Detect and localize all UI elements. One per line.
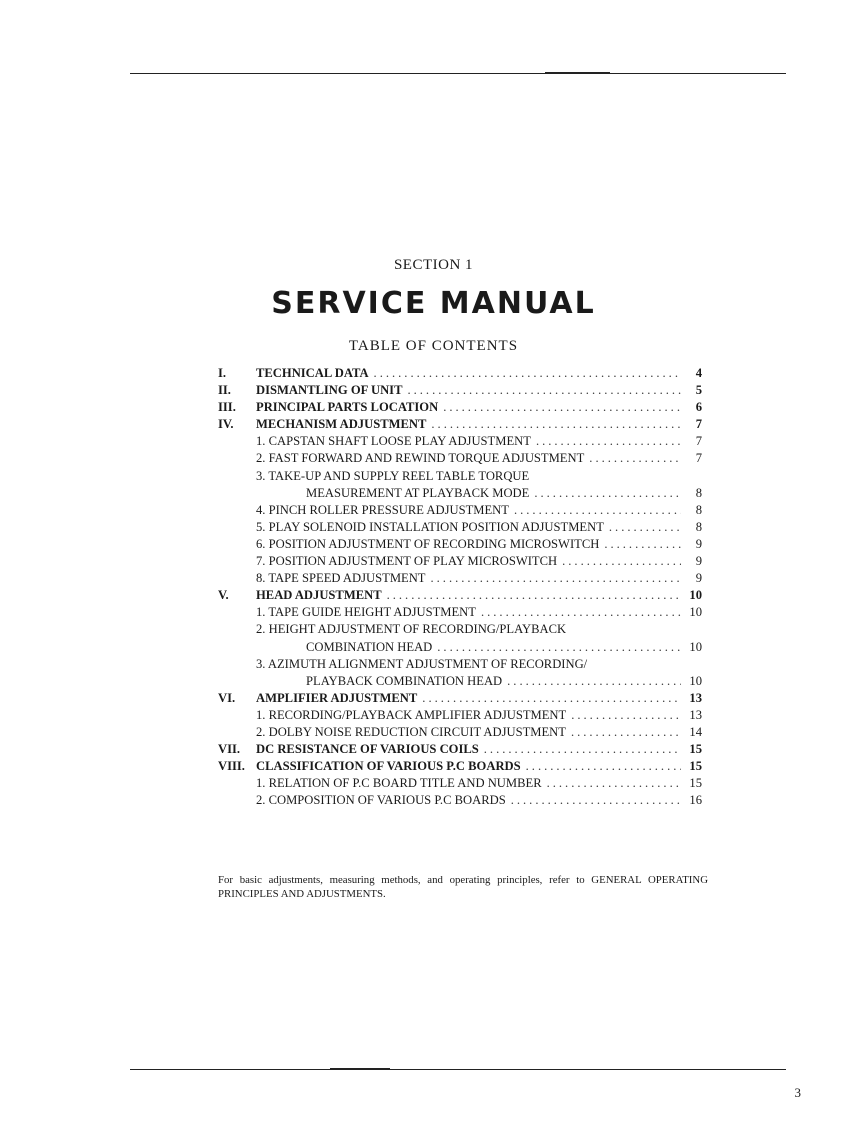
toc-leader-dots xyxy=(374,365,681,382)
section-label: SECTION 1 xyxy=(393,257,474,273)
toc-entry-page: 10 xyxy=(689,639,702,654)
toc-entry xyxy=(218,741,702,758)
toc-entry-label: 4. PINCH ROLLER PRESSURE ADJUSTMENT xyxy=(256,502,509,517)
toc-entry-page: 7 xyxy=(695,451,702,466)
toc-leader-dots xyxy=(431,570,682,587)
toc-entry-label: CLASSIFICATION OF VARIOUS P.C BOARDS xyxy=(256,759,521,774)
toc-entry-number: I. xyxy=(218,366,227,380)
toc-entry-page: 15 xyxy=(689,759,702,774)
toc-leader-dots xyxy=(511,792,681,809)
top-rule-accent xyxy=(545,72,610,74)
toc-entry-page: 10 xyxy=(689,605,702,620)
toc-entry-number: V. xyxy=(218,588,229,603)
toc-entry-page: 16 xyxy=(689,793,702,808)
toc-entry-label: MECHANISM ADJUSTMENT xyxy=(256,417,427,432)
toc-leader-dots xyxy=(609,519,681,536)
toc-entry-page: 8 xyxy=(695,519,702,534)
toc-entry xyxy=(218,587,702,604)
toc-entry xyxy=(218,724,702,741)
toc-entry-label: PRINCIPAL PARTS LOCATION xyxy=(256,400,439,415)
toc-entry-page: 15 xyxy=(689,776,702,791)
toc-entry-label: 2. FAST FORWARD AND REWIND TORQUE ADJUSTMENT xyxy=(256,451,585,466)
toc-entry xyxy=(218,519,702,536)
page-title: SERVICE MANUAL xyxy=(271,286,596,321)
toc-entry-label: 1. CAPSTAN SHAFT LOOSE PLAY ADJUSTMENT xyxy=(256,434,531,449)
toc-entry xyxy=(218,758,702,775)
toc-leader-dots xyxy=(437,639,681,656)
toc-entry xyxy=(218,485,702,502)
toc-leader-dots xyxy=(526,758,681,775)
toc-entry-page: 13 xyxy=(689,690,702,705)
toc-entry-number: IV. xyxy=(218,417,234,432)
toc-entry-label: 1. RECORDING/PLAYBACK AMPLIFIER ADJUSTMENT xyxy=(256,707,567,722)
toc-entry-page: 15 xyxy=(689,742,702,757)
toc-leader-dots xyxy=(443,399,681,416)
toc-entry-number: II. xyxy=(218,383,231,398)
toc-entry-label: COMBINATION HEAD xyxy=(306,639,433,654)
toc-entry-page: 10 xyxy=(689,673,702,688)
toc-entry xyxy=(218,707,702,724)
toc-leader-dots xyxy=(422,690,681,707)
toc-leader-dots xyxy=(407,382,681,399)
toc-entry-label: DC RESISTANCE OF VARIOUS COILS xyxy=(256,742,479,757)
toc-entry-page: 7 xyxy=(695,434,702,449)
toc-leader-dots xyxy=(571,707,681,724)
toc-leader-dots xyxy=(536,433,681,450)
toc-entry-page: 6 xyxy=(695,400,702,415)
toc-entry xyxy=(218,399,702,416)
toc-entry-label: 2. COMPOSITION OF VARIOUS P.C BOARDS xyxy=(256,793,506,808)
top-rule xyxy=(130,73,786,74)
footnote: For basic adjustments, measuring methods, and operating principles, refer to GENERAL OPERATING PRINCIPLES AND ADJUSTMENTS. xyxy=(218,874,708,900)
toc-entry xyxy=(218,792,702,809)
toc-entry-label: 8. TAPE SPEED ADJUSTMENT xyxy=(256,571,426,586)
toc-leader-dots xyxy=(547,775,681,792)
toc-entry-page: 13 xyxy=(689,707,702,722)
toc-entry xyxy=(218,382,702,399)
toc-entry-label: TECHNICAL DATA xyxy=(256,366,369,380)
toc-entry xyxy=(218,690,702,707)
toc-entry-label: PLAYBACK COMBINATION HEAD xyxy=(306,673,503,688)
toc-entry-label: 1. TAPE GUIDE HEIGHT ADJUSTMENT xyxy=(256,605,476,620)
toc-entry-page: 5 xyxy=(695,383,702,398)
toc-entry-page: 7 xyxy=(695,417,702,432)
toc-entry-label: 3. AZIMUTH ALIGNMENT ADJUSTMENT OF RECORDING/ xyxy=(256,656,588,671)
toc-entry xyxy=(218,365,702,382)
toc-entry xyxy=(218,604,702,621)
toc-entry xyxy=(218,553,702,570)
toc-leader-dots xyxy=(507,673,681,690)
toc-entry xyxy=(218,536,702,553)
toc-leader-dots xyxy=(514,502,681,519)
toc-entry-page: 9 xyxy=(695,536,702,551)
toc-leader-dots xyxy=(604,536,681,553)
toc-leader-dots xyxy=(534,485,681,502)
toc-leader-dots xyxy=(562,553,681,570)
toc-entry-label: 2. DOLBY NOISE REDUCTION CIRCUIT ADJUSTMENT xyxy=(256,724,566,739)
page-number: 3 xyxy=(794,1085,801,1100)
toc-entry-label: 7. POSITION ADJUSTMENT OF PLAY MICROSWITCH xyxy=(256,554,558,569)
toc-entry-label: AMPLIFIER ADJUSTMENT xyxy=(256,690,418,705)
toc-entry-label: DISMANTLING OF UNIT xyxy=(256,383,403,398)
toc-heading: TABLE OF CONTENTS xyxy=(348,338,519,354)
bottom-rule xyxy=(130,1069,786,1070)
toc-entry-page: 9 xyxy=(695,571,702,586)
toc-entry-number: VIII. xyxy=(218,759,245,774)
toc-leader-dots xyxy=(431,416,681,433)
toc-entry-number: VI. xyxy=(218,690,236,705)
toc-entry-page: 14 xyxy=(689,724,702,739)
toc-entry-label: MEASUREMENT AT PLAYBACK MODE xyxy=(306,485,530,500)
toc-entry-label: HEAD ADJUSTMENT xyxy=(256,588,382,603)
toc-entry xyxy=(218,570,702,587)
toc-entry-page: 8 xyxy=(695,502,702,517)
toc-entry xyxy=(218,621,702,638)
toc-entry xyxy=(218,502,702,519)
toc-leader-dots xyxy=(589,450,681,467)
toc-entry xyxy=(218,450,702,467)
toc-entry xyxy=(218,673,702,690)
toc-leader-dots xyxy=(571,724,681,741)
toc-entry xyxy=(218,433,702,450)
toc-entry-page: 4 xyxy=(695,366,702,380)
toc-entry xyxy=(218,468,702,485)
toc-entry-number: VII. xyxy=(218,742,241,757)
toc-entry xyxy=(218,416,702,433)
toc-entry-label: 6. POSITION ADJUSTMENT OF RECORDING MICROSWITCH xyxy=(256,536,600,551)
bottom-rule-accent xyxy=(330,1068,390,1070)
toc-entry-label: 5. PLAY SOLENOID INSTALLATION POSITION ADJUSTMENT xyxy=(256,519,604,534)
toc-entry-page: 8 xyxy=(695,485,702,500)
toc-entry-number: III. xyxy=(218,400,236,415)
toc-entry xyxy=(218,656,702,673)
toc-entry-page: 10 xyxy=(689,588,702,603)
toc-entry-label: 2. HEIGHT ADJUSTMENT OF RECORDING/PLAYBACK xyxy=(256,622,567,637)
toc-leader-dots xyxy=(484,741,681,758)
toc-entry xyxy=(218,639,702,656)
toc-leader-dots xyxy=(387,587,681,604)
toc-entry-label: 3. TAKE-UP AND SUPPLY REEL TABLE TORQUE xyxy=(256,468,530,483)
toc-entry xyxy=(218,775,702,792)
toc-entry-label: 1. RELATION OF P.C BOARD TITLE AND NUMBER xyxy=(256,776,542,791)
toc-entry-page: 9 xyxy=(695,554,702,569)
toc-leader-dots xyxy=(481,604,681,621)
table-of-contents xyxy=(218,365,702,809)
